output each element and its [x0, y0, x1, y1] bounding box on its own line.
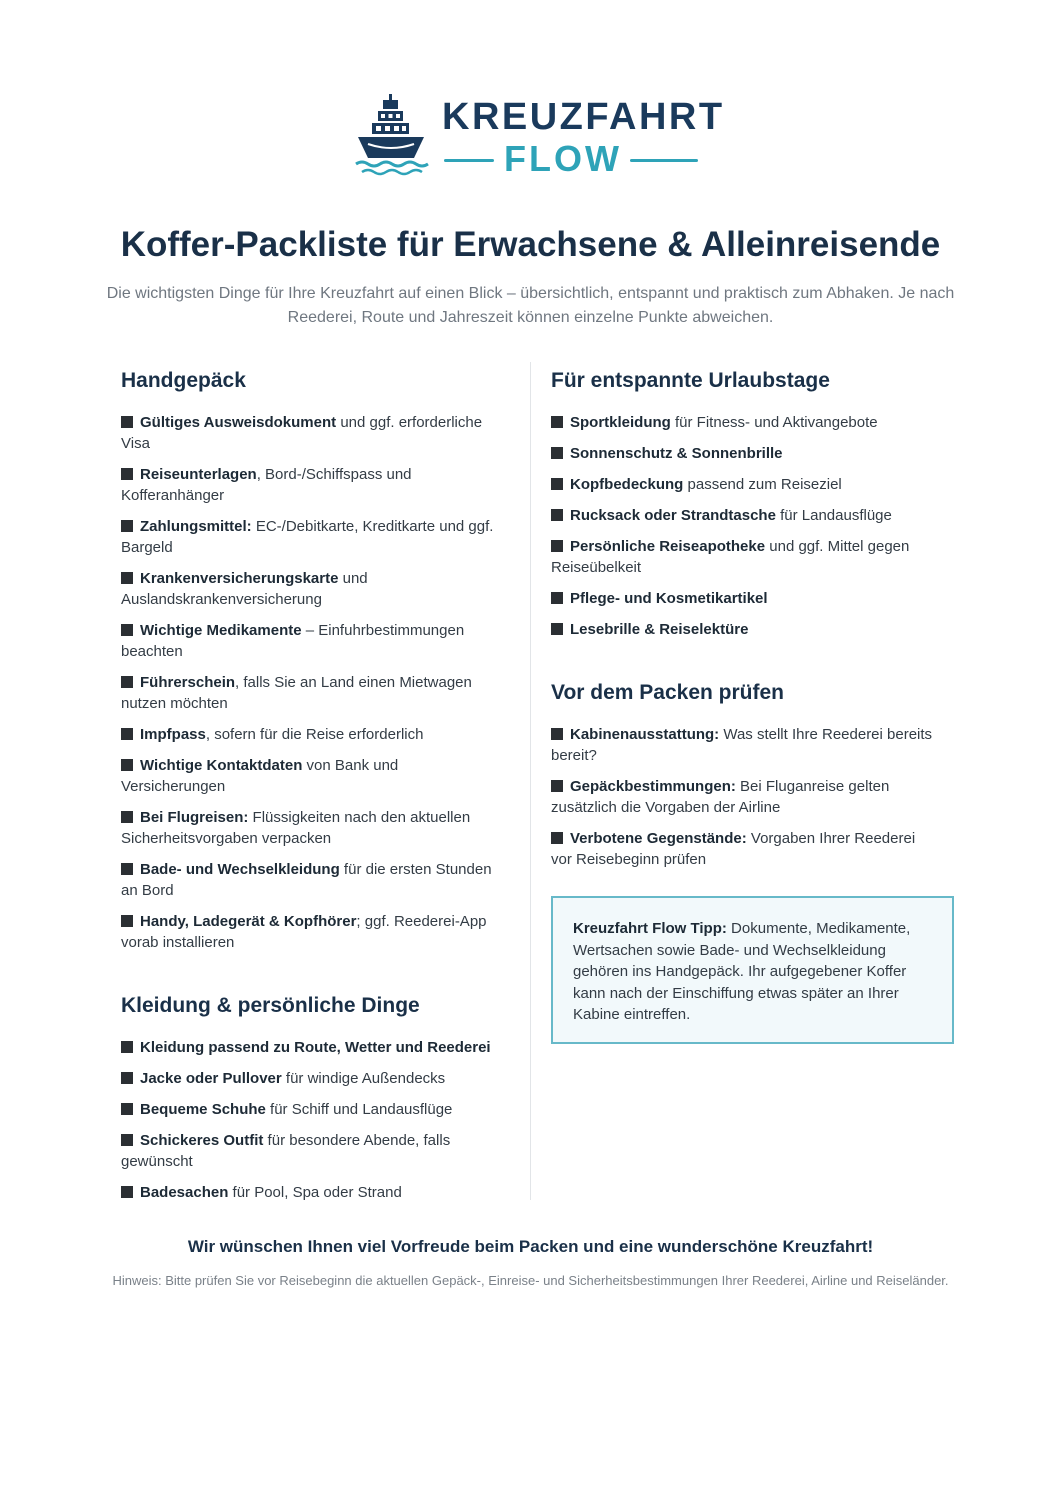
item-bold-text: Verbotene Gegenstände: — [570, 830, 747, 847]
brand-logo — [352, 92, 725, 182]
checklist-item — [121, 859, 506, 901]
checklist-item — [121, 1130, 506, 1172]
checkbox-square-icon — [121, 624, 133, 636]
item-text: , Bord-/Schiffspass und Kofferanhänger — [121, 466, 412, 504]
checklist-item — [551, 536, 936, 578]
checkbox-square-icon — [121, 915, 133, 927]
item-text: – Einfuhrbestimmungen beachten — [121, 622, 465, 660]
checklist-item — [121, 724, 506, 745]
item-text: für Landausflüge — [775, 507, 892, 524]
section-handgepaeck — [121, 366, 506, 953]
item-text: ; ggf. Reederei-App vorab installieren — [121, 913, 487, 951]
item-text: und ggf. Mittel gegen Reiseübelkeit — [551, 538, 910, 576]
item-bold-text: Zahlungsmittel: — [140, 518, 252, 535]
section-title: Für entspannte Urlaubstage — [551, 369, 830, 392]
left-column — [121, 366, 506, 1213]
footer-note: Hinweis: Bitte prüfen Sie vor Reisebeginn die aktuellen Gepäck-, Einreise- und Sicherheitsbestimmungen Ihrer Reederei, Airline und Reiseländer. — [112, 1273, 949, 1288]
item-text: passend zum Reiseziel — [683, 476, 842, 493]
section-title: Vor dem Packen prüfen — [551, 681, 785, 704]
item-bold-text: Rucksack oder Strandtasche — [570, 507, 776, 524]
checkbox-square-icon — [551, 478, 563, 490]
item-text: Bei Fluganreise gelten zusätzlich die Vorgaben der Airline — [551, 778, 890, 816]
section-kleidung — [121, 991, 506, 1203]
item-bold-text: Bei Flugreisen: — [140, 809, 249, 826]
checklist-item — [121, 568, 506, 610]
item-bold-text: Badesachen — [140, 1184, 229, 1201]
logo-wordmark-primary: KREUZFAHRT — [442, 96, 725, 138]
item-text: für Pool, Spa oder Strand — [228, 1184, 402, 1201]
tip-label: Kreuzfahrt Flow Tipp: — [573, 920, 727, 937]
item-bold-text: Bade- und Wechselkleidung — [140, 861, 340, 878]
item-text: und Auslandskrankenversicherung — [121, 570, 368, 608]
item-text: Flüssigkeiten nach den aktuellen Sicherheitsvorgaben verpacken — [121, 809, 471, 847]
checklist-item — [121, 755, 506, 797]
checkbox-square-icon — [121, 572, 133, 584]
item-bold-text: Wichtige Kontaktdaten — [140, 757, 303, 774]
checkbox-square-icon — [121, 520, 133, 532]
checklist — [551, 724, 936, 870]
checkbox-square-icon — [121, 811, 133, 823]
checklist-item — [551, 474, 936, 495]
checkbox-square-icon — [551, 832, 563, 844]
checklist-item — [121, 464, 506, 506]
checkbox-square-icon — [551, 780, 563, 792]
checklist-item — [551, 828, 936, 870]
checkbox-square-icon — [121, 1103, 133, 1115]
checklist-item — [551, 776, 936, 818]
checkbox-square-icon — [121, 1072, 133, 1084]
checkbox-square-icon — [121, 416, 133, 428]
logo-wordmark-secondary: FLOW — [504, 138, 622, 179]
checklist — [121, 412, 506, 953]
checklist-item — [121, 911, 506, 953]
checklist-item — [551, 588, 936, 609]
checkbox-square-icon — [551, 540, 563, 552]
checklist-item — [551, 724, 936, 766]
item-bold-text: Handy, Ladegerät & Kopfhörer — [140, 913, 357, 930]
item-bold-text: Führerschein — [140, 674, 236, 691]
checklist-item — [121, 412, 506, 454]
item-bold-text: Kopfbedeckung — [570, 476, 684, 493]
item-bold-text: Lesebrille & Reiselektüre — [570, 621, 749, 638]
item-bold-text: Reiseunterlagen — [140, 466, 257, 483]
checkbox-square-icon — [551, 509, 563, 521]
checkbox-square-icon — [551, 623, 563, 635]
item-bold-text: Persönliche Reiseapotheke — [570, 538, 766, 555]
tip-box — [551, 896, 954, 1044]
item-text: , sofern für die Reise erforderlich — [205, 726, 424, 743]
item-text: , falls Sie an Land einen Mietwagen nutzen möchten — [121, 674, 472, 712]
checklist-item — [551, 443, 936, 464]
checklist-item — [121, 1037, 506, 1058]
section-title: Handgepäck — [121, 369, 246, 392]
item-bold-text: Wichtige Medikamente — [140, 622, 302, 639]
item-text: Was stellt Ihre Reederei bereits bereit? — [551, 726, 933, 764]
item-bold-text: Gepäckbestimmungen: — [570, 778, 736, 795]
checklist-item — [551, 619, 936, 640]
item-bold-text: Sonnenschutz & Sonnenbrille — [570, 445, 783, 462]
checklist-item — [121, 1099, 506, 1120]
item-bold-text: Impfpass — [140, 726, 206, 743]
checkbox-square-icon — [121, 863, 133, 875]
checklist — [551, 412, 936, 640]
checklist — [121, 1037, 506, 1203]
column-divider — [530, 362, 531, 1200]
checklist-item — [121, 672, 506, 714]
item-text: für die ersten Stunden an Bord — [121, 861, 492, 899]
item-bold-text: Sportkleidung — [570, 414, 671, 431]
item-text: und ggf. erforderliche Visa — [121, 414, 483, 452]
checkbox-square-icon — [551, 447, 563, 459]
item-text: für Schiff und Landausflüge — [265, 1101, 453, 1118]
checklist-item — [121, 516, 506, 558]
page-subtitle: Die wichtigsten Dinge für Ihre Kreuzfahrt auf einen Blick – übersichtlich, entspannt und praktisch zum Abhaken. Je nach Reederei, Route und Jahreszeit können einzelne Punkte abweichen. — [106, 285, 955, 326]
item-bold-text: Kleidung passend zu Route, Wetter und Reederei — [140, 1039, 491, 1056]
logo-left-line — [444, 159, 494, 162]
item-bold-text: Schickeres Outfit — [140, 1132, 264, 1149]
item-text: Vorgaben Ihrer Reederei vor Reisebeginn prüfen — [551, 830, 916, 868]
item-bold-text: Jacke oder Pullover — [140, 1070, 282, 1087]
checkbox-square-icon — [121, 676, 133, 688]
checkbox-square-icon — [121, 468, 133, 480]
checkbox-square-icon — [551, 416, 563, 428]
checkbox-square-icon — [121, 759, 133, 771]
item-text: EC-/Debitkarte, Kreditkarte und ggf. Bargeld — [121, 518, 494, 556]
section-pruefen — [551, 678, 936, 870]
item-bold-text: Gültiges Ausweisdokument — [140, 414, 337, 431]
item-bold-text: Krankenversicherungskarte — [140, 570, 339, 587]
closing-message: Wir wünschen Ihnen viel Vorfreude beim Packen und eine wunderschöne Kreuzfahrt! — [187, 1237, 874, 1256]
cruise-ship-icon — [352, 92, 430, 180]
item-text: von Bank und Versicherungen — [121, 757, 399, 795]
checklist-item — [551, 412, 936, 433]
item-bold-text: Bequeme Schuhe — [140, 1101, 266, 1118]
checkbox-square-icon — [121, 728, 133, 740]
section-urlaubstage — [551, 366, 936, 640]
page-title: Koffer-Packliste für Erwachsene & Alleinreisende — [120, 225, 941, 264]
checkbox-square-icon — [121, 1134, 133, 1146]
checklist-item — [551, 505, 936, 526]
checklist-item — [121, 1068, 506, 1089]
item-text: für Fitness- und Aktivangebote — [670, 414, 878, 431]
checklist-item — [121, 620, 506, 662]
checklist-item — [121, 1182, 506, 1203]
item-bold-text: Kabinenausstattung: — [570, 726, 720, 743]
checklist-item — [121, 807, 506, 849]
tip-text: Dokumente, Medikamente, Wertsachen sowie Bade- und Wechselkleidung gehören ins Handgepäck. Ihr aufgegebener Koffer kann nach der Einschiffung etwas später an Ihrer Kabine eintreffen. — [573, 920, 911, 1023]
checkbox-square-icon — [121, 1041, 133, 1053]
item-bold-text: Pflege- und Kosmetikartikel — [570, 590, 768, 607]
logo-wordmark-secondary-row — [444, 138, 700, 179]
item-text: für besondere Abende, falls gewünscht — [121, 1132, 451, 1170]
checkbox-square-icon — [551, 728, 563, 740]
checkbox-square-icon — [121, 1186, 133, 1198]
right-column — [551, 366, 936, 880]
checkbox-square-icon — [551, 592, 563, 604]
item-text: für windige Außendecks — [281, 1070, 446, 1087]
section-title: Kleidung & persönliche Dinge — [121, 994, 420, 1017]
logo-right-line — [630, 159, 698, 162]
